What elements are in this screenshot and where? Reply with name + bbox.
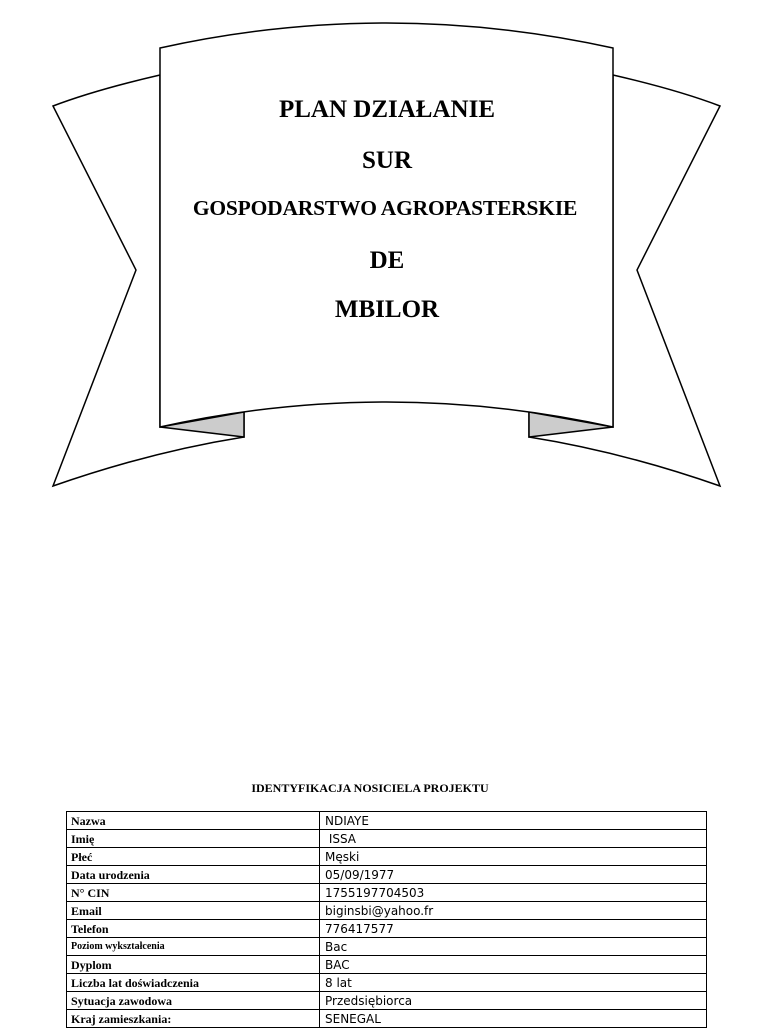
identification-table bbox=[66, 811, 707, 1028]
table-row bbox=[67, 956, 707, 974]
row-label: Kraj zamieszkania: bbox=[67, 1010, 320, 1028]
row-value: NDIAYE bbox=[320, 812, 707, 830]
row-value: 8 lat bbox=[320, 974, 707, 992]
row-value: Bac bbox=[320, 938, 707, 956]
row-label: N° CIN bbox=[67, 884, 320, 902]
ribbon-center-panel bbox=[160, 23, 613, 427]
table-row bbox=[67, 884, 707, 902]
banner-title-line-5: MBILOR bbox=[334, 296, 440, 323]
row-value: biginsbi@yahoo.fr bbox=[320, 902, 707, 920]
row-label: Poziom wykształcenia bbox=[67, 938, 320, 956]
banner-title-line-2: SUR bbox=[361, 147, 412, 174]
row-value: Przedsiębiorca bbox=[320, 992, 707, 1010]
row-value: SENEGAL bbox=[320, 1010, 707, 1028]
table-row bbox=[67, 992, 707, 1010]
banner-title-line-4: DE bbox=[369, 247, 405, 274]
row-value: 776417577 bbox=[320, 920, 707, 938]
table-row bbox=[67, 812, 707, 830]
table-row bbox=[67, 866, 707, 884]
row-label: Płeć bbox=[67, 848, 320, 866]
row-label: Data urodzenia bbox=[67, 866, 320, 884]
table-row bbox=[67, 830, 707, 848]
table-row bbox=[67, 938, 707, 956]
row-value: 1755197704503 bbox=[320, 884, 707, 902]
row-label: Sytuacja zawodowa bbox=[67, 992, 320, 1010]
table-row bbox=[67, 920, 707, 938]
row-value: 05/09/1977 bbox=[320, 866, 707, 884]
row-value: Męski bbox=[320, 848, 707, 866]
table-row bbox=[67, 848, 707, 866]
row-label: Telefon bbox=[67, 920, 320, 938]
row-value: ISSA bbox=[320, 830, 707, 848]
row-value: BAC bbox=[320, 956, 707, 974]
banner-title-line-1: PLAN DZIAŁANIE bbox=[278, 96, 495, 123]
table-row bbox=[67, 902, 707, 920]
table-row bbox=[67, 974, 707, 992]
row-label: Nazwa bbox=[67, 812, 320, 830]
row-label: Email bbox=[67, 902, 320, 920]
row-label: Dyplom bbox=[67, 956, 320, 974]
section-heading: IDENTYFIKACJA NOSICIELA PROJEKTU bbox=[251, 781, 489, 795]
banner-title-line-3: GOSPODARSTWO AGROPASTERSKIE bbox=[192, 196, 578, 220]
table-row bbox=[67, 1010, 707, 1028]
row-label: Imię bbox=[67, 830, 320, 848]
row-label: Liczba lat doświadczenia bbox=[67, 974, 320, 992]
